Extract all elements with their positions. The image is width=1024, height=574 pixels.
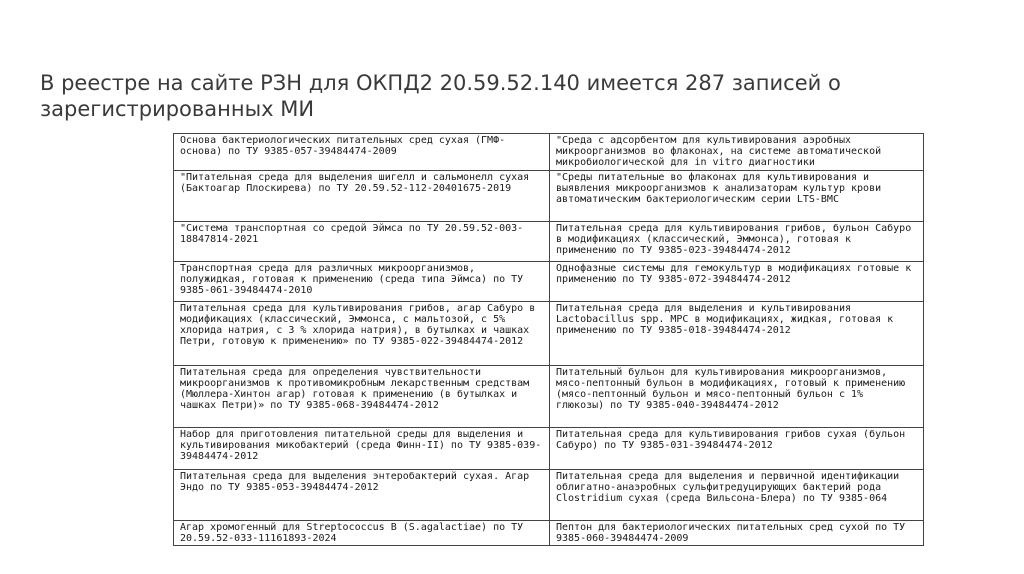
table-cell: Питательная среда для культивирования грибов сухая (бульон Сабуро) по ТУ 9385-031-39484474-2012	[550, 427, 924, 469]
table-cell: Питательная среда для культивирования грибов, бульон Сабуро в модификациях (классический, Эммонса), готовая к применению по ТУ 9385-023-39484474-2012	[550, 221, 924, 261]
table-cell: Набор для приготовления питательной среды для выделения и культивирования микобактерий (среда Финн-II) по ТУ 9385-039-39484474-2012	[174, 427, 550, 469]
table-cell: "Среда с адсорбентом для культивирования аэробных микроорганизмов во флаконах, на системе автоматической микробиологической для in vitro диагностики	[550, 134, 924, 171]
table-cell: "Среды питательные во флаконах для культивирования и выявления микроорганизмов к анализаторам культур крови автоматическим бактериологическим серии LTS-BMC	[550, 170, 924, 221]
table-cell: Питательная среда для определения чувствительности микроорганизмов к противомикробным лекарственным средствам (Мюллера-Хинтон агар) готовая к применению (в бутылках и чашках Петри)» по ТУ 9385-068-39484474-2012	[174, 365, 550, 427]
table-cell: Пептон для бактериологических питательных сред сухой по ТУ 9385-060-39484474-2009	[550, 520, 924, 545]
table-cell: Однофазные системы для гемокультур в модификациях готовые к применению по ТУ 9385-072-39484474-2012	[550, 261, 924, 301]
slide-title: В реестре на сайте РЗН для ОКПД2 20.59.52.140 имеется 287 записей о зарегистрированных МИ	[40, 71, 841, 121]
table-cell: Питательная среда для культивирования грибов, агар Сабуро в модификациях (классический, Эммонса, с мальтозой, с 5% хлорида натрия, с 3 % хлорида натрия), в бутылках и чашках Петри, готовую к применению» по ТУ 9385-022-39484474-2012	[174, 301, 550, 365]
registry-table	[173, 133, 924, 546]
table-row	[174, 170, 924, 221]
table-row	[174, 134, 924, 171]
table-cell: Питательная среда для выделения и первичной идентификации облигатно-анаэробных сульфитредуцирующих бактерий рода Clostridium сухая (среда Вильсона-Блера) по ТУ 9385-064	[550, 469, 924, 520]
table-cell: Питательная среда для выделения и культивирования Lactobacillus spp. MPC в модификациях, жидкая, готовая к применению по ТУ 9385-018-39484474-2012	[550, 301, 924, 365]
table-row	[174, 301, 924, 365]
table-row	[174, 427, 924, 469]
table-cell: "Питательная среда для выделения шигелл и сальмонелл сухая (Бактоагар Плоскирева) по ТУ 20.59.52-112-20401675-2019	[174, 170, 550, 221]
table-row	[174, 365, 924, 427]
table-row	[174, 221, 924, 261]
table-row	[174, 520, 924, 545]
table-cell: Питательная среда для выделения энтеробактерий сухая. Агар Эндо по ТУ 9385-053-39484474-2012	[174, 469, 550, 520]
table-cell: "Система транспортная со средой Эймса по ТУ 20.59.52-003-18847814-2021	[174, 221, 550, 261]
table-cell: Агар хромогенный для Streptococcus B (S.agalactiae) по ТУ 20.59.52-033-11161893-2024	[174, 520, 550, 545]
table-cell: Основа бактериологических питательных сред сухая (ГМФ-основа) по ТУ 9385-057-39484474-2009	[174, 134, 550, 171]
table-row	[174, 469, 924, 520]
table-cell: Питательный бульон для культивирования микроорганизмов, мясо-пептонный бульон в модификациях, готовый к применению (мясо-пептонный бульон и мясо-пептонный бульон с 1% глюкозы) по ТУ 9385-040-39484474-2012	[550, 365, 924, 427]
table-cell: Транспортная среда для различных микроорганизмов, полужидкая, готовая к применению (среда типа Эймса) по ТУ 9385-061-39484474-2010	[174, 261, 550, 301]
table-row	[174, 261, 924, 301]
